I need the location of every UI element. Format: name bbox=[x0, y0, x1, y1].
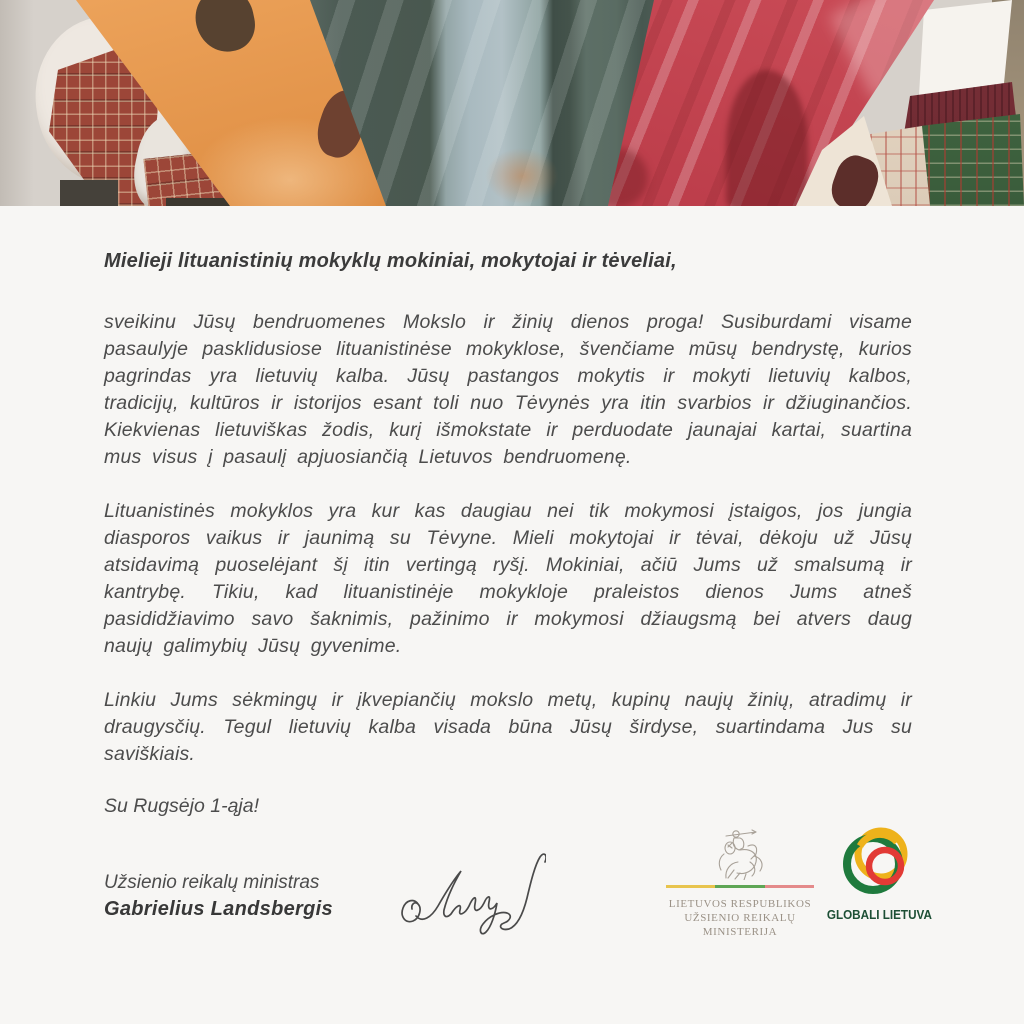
folk-dancer-left-trousers bbox=[60, 180, 118, 206]
paragraph-1: sveikinu Jūsų bendruomenes Mokslo ir žinių dienos proga! Susiburdami visame pasaulyje pasklidusiose lituanistinėse mokyklose, švenčiame mūsų bendrystę, kurios pagrindas yra lietuvių kalba. Jūsų pastangos mokytis ir mokyti lietuvių kalbos, tradicijų, kultūros ir istorijos esant toli nuo Tėvynės yra itin svarbios ir džiuginančios. Kiekvienas lietuviškas žodis, kurį išmokstate ir perduodate jaunajai kartai, suartina mus visus į pasaulį apjuosiančią Lietuvos bendruomenę. bbox=[104, 311, 912, 468]
ministry-logo bbox=[656, 824, 824, 939]
tricolor-red bbox=[765, 885, 814, 888]
tricolor-yellow bbox=[666, 885, 715, 888]
globali-lietuva-label: GLOBALI LIETUVA bbox=[826, 907, 932, 922]
wall-shadow bbox=[0, 0, 34, 206]
ministry-name-line-3: MINISTERIJA bbox=[702, 926, 778, 938]
handwritten-signature bbox=[388, 826, 546, 948]
header-photo bbox=[0, 0, 1024, 206]
signer-title: Užsienio reikalų ministras bbox=[104, 872, 320, 893]
ministry-name-line-1: LIETUVOS RESPUBLIKOS bbox=[668, 898, 812, 910]
tricolor-divider bbox=[666, 885, 814, 888]
signer-name: Gabrielius Landsbergis bbox=[104, 898, 333, 920]
salutation: Mielieji lituanistinių mokyklų mokiniai, mokytojai ir tėveliai, bbox=[104, 250, 677, 272]
ministry-name-line-2: UŽSIENIO REIKALŲ bbox=[684, 912, 796, 924]
globali-rings-icon bbox=[829, 824, 929, 898]
vytis-coat-of-arms-icon bbox=[704, 824, 776, 880]
paragraph-3: Linkiu Jums sėkmingų ir įkvepiančių mokslo metų, kupinų naujų žinių, atradimų ir draugysčių. Tegul lietuvių kalba visada būna Jūsų širdyse, suartindama Jus su saviškiais. bbox=[104, 689, 912, 765]
tricolor-green bbox=[715, 885, 764, 888]
closing-greeting: Su Rugsėjo 1-ąja! bbox=[104, 795, 260, 817]
signer-block bbox=[104, 872, 333, 921]
paragraph-2: Lituanistinės mokyklos yra kur kas daugiau nei tik mokymosi įstaigos, jos jungia diasporos vaikus ir jaunimą su Tėvyne. Mieli mokytojai ir tėvai, dėkoju už Jūsų atsidavimą puoselėjant šį itin vertingą ryšį. Mokiniai, ačiū Jums už smalsumą ir kantrybę. Tikiu, kad lituanistinėje mokykloje praleistos dienos Jums atneš pasididžiavimo savo šaknimis, pažinimo ir mokymosi džiaugsmą bei atvers daug naujų galimybių Jūsų gyvenime. bbox=[104, 500, 912, 657]
globali-lietuva-logo bbox=[818, 824, 940, 924]
silhouette-behind-flag bbox=[726, 70, 808, 206]
letter-body bbox=[104, 206, 912, 818]
